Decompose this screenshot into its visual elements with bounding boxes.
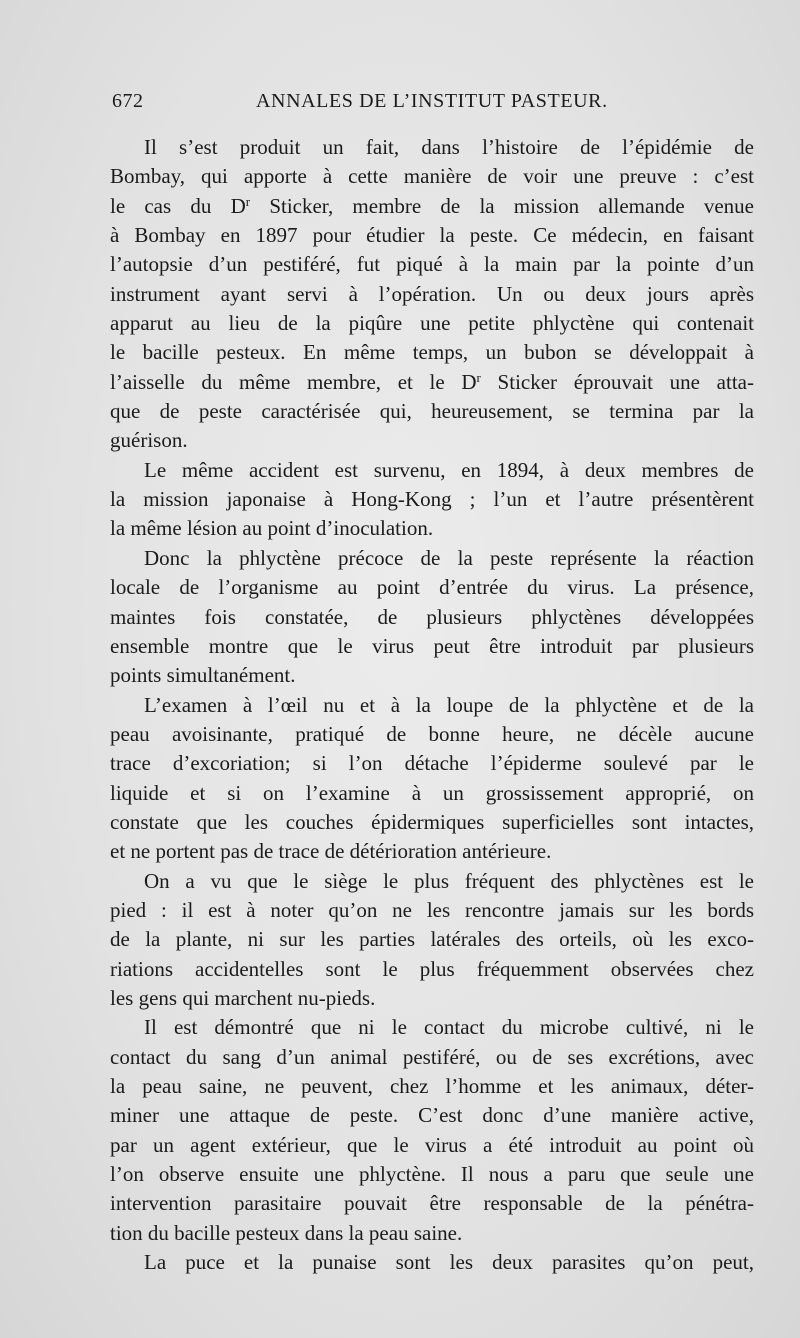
text-line: contact du sang d’un animal pestiféré, ou de ses excrétions, avec (110, 1044, 754, 1069)
text-line (110, 368, 754, 397)
text-line (110, 192, 754, 221)
text-line: pied : il est à noter qu’on ne les rencontre jamais sur les bords (110, 897, 754, 922)
text-segment: Sticker éprouvait une atta- (480, 369, 754, 394)
text-line: ensemble montre que le virus peut être introduit par plusieurs (110, 633, 754, 658)
text-line: peau avoisinante, pratiqué de bonne heure, ne décèle aucune (110, 721, 754, 746)
text-line: trace d’excoriation; si l’on détache l’épiderme soulevé par le (110, 751, 754, 776)
text-line: les gens qui marchent nu-pieds. (110, 985, 376, 1010)
text-line: tion du bacille pesteux dans la peau saine. (110, 1220, 463, 1245)
text-line: L’examen à l’œil nu et à la loupe de la phlyctène et de la (144, 692, 754, 717)
journal-title: ANNALES DE L’INSTITUT PASTEUR. (256, 90, 608, 112)
text-line: instrument ayant servi à l’opération. Un ou deux jours après (110, 281, 754, 306)
text-line: le bacille pesteux. En même temps, un bubon se développait à (110, 340, 754, 365)
body-text (110, 133, 754, 1277)
text-line: la peau saine, ne peuvent, chez l’homme et les animaux, déter- (110, 1074, 754, 1098)
text-line: guérison. (110, 428, 188, 453)
text-line: constate que les couches épidermiques superficielles sont intactes, (110, 809, 754, 834)
text-line: Il s’est produit un fait, dans l’histoire de l’épidémie de (144, 135, 754, 159)
text-segment: Sticker, membre de la mission allemande venue (250, 193, 754, 218)
text-line: Bombay, qui apporte à cette manière de voir une preuve : c’est (110, 164, 754, 189)
text-line: locale de l’organisme au point d’entrée du virus. La présence, (110, 575, 754, 600)
text-line: maintes fois constatée, de plusieurs phlyctènes développées (110, 604, 754, 629)
text-segment: l’aisselle du même membre, et le D (110, 369, 477, 394)
text-line: de la plante, ni sur les parties latérales des orteils, où les exco- (110, 927, 754, 952)
text-line: Le même accident est survenu, en 1894, à deux membres de (144, 457, 754, 482)
superscript: r (476, 369, 481, 385)
text-line: l’autopsie d’un pestiféré, fut piqué à la main par la pointe d’un (110, 252, 754, 277)
text-line: La puce et la punaise sont les deux parasites qu’on peut, (144, 1250, 754, 1275)
text-line: par un agent extérieur, que le virus a été introduit au point où (110, 1132, 754, 1157)
text-segment: le cas du D (110, 193, 246, 218)
text-line: et ne portent pas de trace de détérioration antérieure. (110, 839, 552, 864)
text-line: à Bombay en 1897 pour étudier la peste. Ce médecin, en faisant (110, 223, 754, 248)
text-line: liquide et si on l’examine à un grossissement approprié, on (110, 780, 754, 805)
text-line: apparut au lieu de la piqûre une petite phlyctène qui contenait (110, 311, 754, 336)
text-line: la mission japonaise à Hong-Kong ; l’un et l’autre présentèrent (110, 487, 754, 512)
superscript: r (245, 193, 251, 209)
page-number: 672 (112, 90, 144, 112)
text-line: Il est démontré que ni le contact du microbe cultivé, ni le (144, 1015, 754, 1040)
text-line: que de peste caractérisée qui, heureusement, se termina par la (110, 399, 754, 424)
text-line: l’on observe ensuite une phlyctène. Il nous a paru que seule une (110, 1162, 754, 1187)
text-line: points simultanément. (110, 663, 296, 688)
text-line: riations accidentelles sont le plus fréquemment observées chez (110, 956, 754, 981)
text-line: Donc la phlyctène précoce de la peste représente la réaction (144, 545, 754, 570)
text-line: miner une attaque de peste. C’est donc d’une manière active, (110, 1103, 754, 1128)
text-line: On a vu que le siège le plus fréquent des phlyctènes est le (144, 868, 754, 893)
text-line: intervention parasitaire pouvait être responsable de la pénétra- (110, 1191, 754, 1216)
running-head (110, 84, 755, 118)
text-line: la même lésion au point d’inoculation. (110, 516, 434, 541)
